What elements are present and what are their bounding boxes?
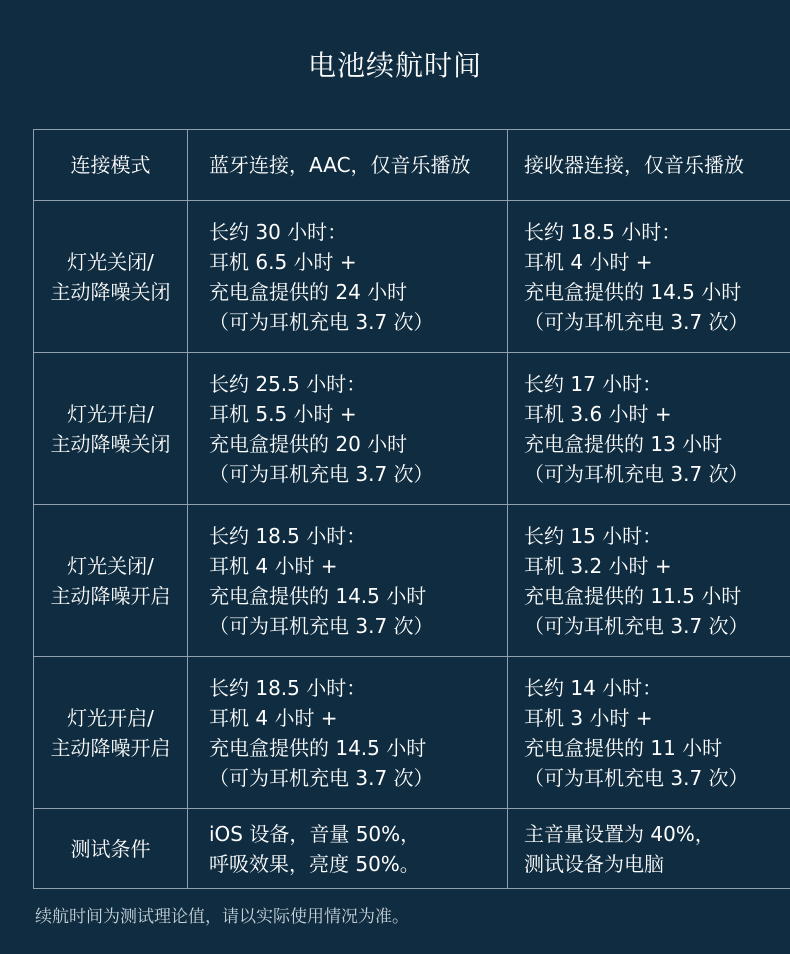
earbud-hours: 耳机 4 小时 + bbox=[209, 705, 338, 730]
table-row bbox=[34, 353, 790, 505]
total-hours: 长约 17 小时： bbox=[524, 371, 663, 396]
mode-cell bbox=[34, 201, 188, 353]
total-hours: 长约 18.5 小时： bbox=[209, 523, 367, 548]
case-hours: 充电盒提供的 14.5 小时 bbox=[524, 279, 742, 304]
earbud-hours: 耳机 3.6 小时 + bbox=[524, 401, 672, 426]
charge-count: （可为耳机充电 3.7 次） bbox=[524, 461, 749, 486]
case-hours: 充电盒提供的 24 小时 bbox=[209, 279, 408, 304]
mode-line: 主动降噪开启 bbox=[50, 735, 171, 760]
charge-count: （可为耳机充电 3.7 次） bbox=[209, 613, 434, 638]
bluetooth-cell bbox=[188, 657, 508, 809]
charge-count: （可为耳机充电 3.7 次） bbox=[524, 309, 749, 334]
total-hours: 长约 18.5 小时： bbox=[524, 219, 682, 244]
total-hours: 长约 14 小时： bbox=[524, 675, 663, 700]
table-header-row bbox=[34, 130, 790, 201]
condition-line: iOS 设备，音量 50%， bbox=[209, 821, 421, 846]
receiver-conditions bbox=[508, 809, 790, 889]
case-hours: 充电盒提供的 14.5 小时 bbox=[209, 583, 427, 608]
charge-count: （可为耳机充电 3.7 次） bbox=[524, 613, 749, 638]
receiver-cell bbox=[508, 505, 790, 657]
condition-line: 测试设备为电脑 bbox=[524, 851, 664, 876]
earbud-hours: 耳机 6.5 小时 + bbox=[209, 249, 357, 274]
charge-count: （可为耳机充电 3.7 次） bbox=[209, 309, 434, 334]
battery-life-table bbox=[33, 129, 790, 889]
mode-line: 灯光开启/ bbox=[67, 401, 154, 426]
charge-count: （可为耳机充电 3.7 次） bbox=[209, 765, 434, 790]
earbud-hours: 耳机 4 小时 + bbox=[524, 249, 653, 274]
mode-line: 灯光开启/ bbox=[67, 705, 154, 730]
earbud-hours: 耳机 3.2 小时 + bbox=[524, 553, 672, 578]
receiver-cell bbox=[508, 353, 790, 505]
condition-line: 呼吸效果，亮度 50%。 bbox=[209, 851, 420, 876]
case-hours: 充电盒提供的 20 小时 bbox=[209, 431, 408, 456]
mode-line: 灯光关闭/ bbox=[67, 553, 154, 578]
table-row bbox=[34, 505, 790, 657]
condition-line: 主音量设置为 40%， bbox=[524, 821, 715, 846]
table-row bbox=[34, 657, 790, 809]
earbud-hours: 耳机 4 小时 + bbox=[209, 553, 338, 578]
earbud-hours: 耳机 5.5 小时 + bbox=[209, 401, 357, 426]
bluetooth-cell bbox=[188, 353, 508, 505]
header-bluetooth: 蓝牙连接，AAC，仅音乐播放 bbox=[188, 130, 508, 201]
bluetooth-cell bbox=[188, 201, 508, 353]
mode-line: 主动降噪开启 bbox=[50, 583, 171, 608]
header-receiver: 接收器连接，仅音乐播放 bbox=[508, 130, 790, 201]
total-hours: 长约 30 小时： bbox=[209, 219, 348, 244]
mode-cell bbox=[34, 657, 188, 809]
bluetooth-cell bbox=[188, 505, 508, 657]
mode-line: 主动降噪关闭 bbox=[50, 431, 171, 456]
case-hours: 充电盒提供的 14.5 小时 bbox=[209, 735, 427, 760]
test-conditions-row bbox=[34, 809, 790, 889]
case-hours: 充电盒提供的 11 小时 bbox=[524, 735, 723, 760]
conditions-label: 测试条件 bbox=[34, 809, 188, 889]
case-hours: 充电盒提供的 11.5 小时 bbox=[524, 583, 742, 608]
case-hours: 充电盒提供的 13 小时 bbox=[524, 431, 723, 456]
header-connection-mode: 连接模式 bbox=[34, 130, 188, 201]
earbud-hours: 耳机 3 小时 + bbox=[524, 705, 653, 730]
charge-count: （可为耳机充电 3.7 次） bbox=[209, 461, 434, 486]
bluetooth-conditions bbox=[188, 809, 508, 889]
footnote: 续航时间为测试理论值，请以实际使用情况为准。 bbox=[35, 907, 409, 927]
charge-count: （可为耳机充电 3.7 次） bbox=[524, 765, 749, 790]
total-hours: 长约 15 小时： bbox=[524, 523, 663, 548]
receiver-cell bbox=[508, 201, 790, 353]
table-row bbox=[34, 201, 790, 353]
mode-cell bbox=[34, 505, 188, 657]
page-title: 电池续航时间 bbox=[307, 49, 482, 82]
total-hours: 长约 18.5 小时： bbox=[209, 675, 367, 700]
receiver-cell bbox=[508, 657, 790, 809]
mode-cell bbox=[34, 353, 188, 505]
mode-line: 主动降噪关闭 bbox=[50, 279, 171, 304]
mode-line: 灯光关闭/ bbox=[67, 249, 154, 274]
total-hours: 长约 25.5 小时： bbox=[209, 371, 367, 396]
